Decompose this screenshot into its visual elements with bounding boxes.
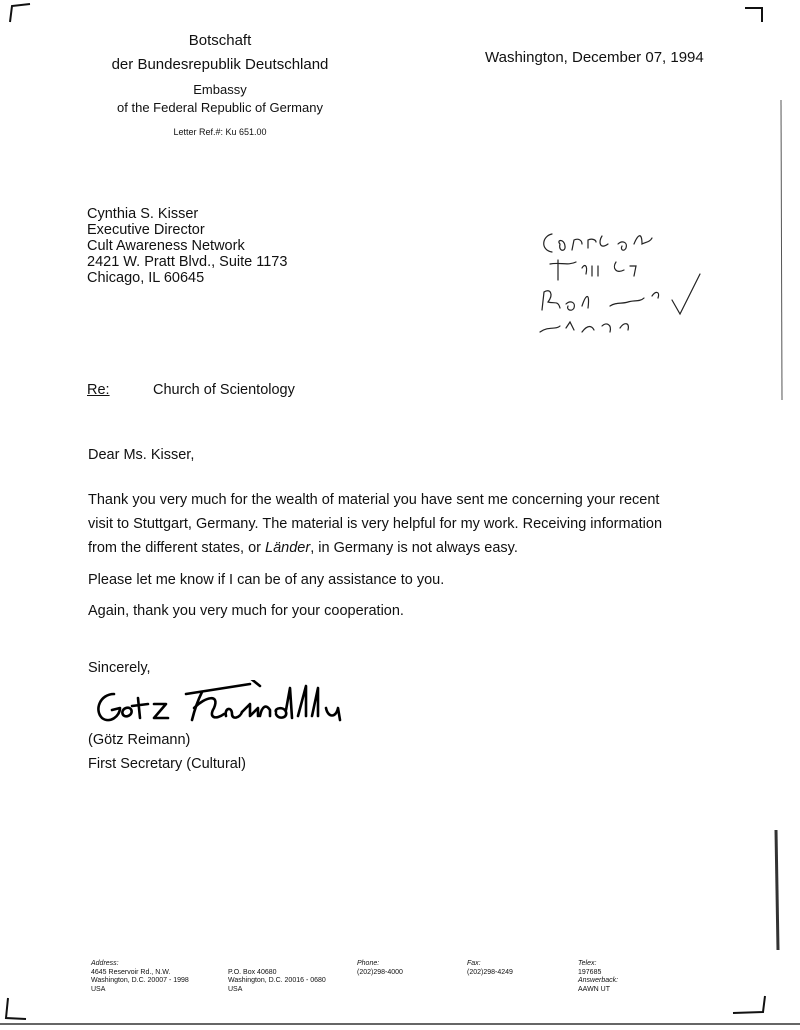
re-subject: Church of Scientology: [153, 382, 295, 398]
re-label-text: Re:: [87, 382, 110, 398]
paragraph-1-text: , in Germany is not always easy.: [310, 540, 518, 556]
footer-address-label: Address:: [91, 960, 119, 967]
footer-phone: [357, 960, 403, 977]
letterhead-line-4: of the Federal Republic of Germany: [117, 100, 323, 115]
recipient-line: Cult Awareness Network: [87, 238, 245, 254]
paragraph-1-line: Thank you very much for the wealth of material you have sent me concerning your recent: [88, 492, 660, 508]
recipient-line: Executive Director: [87, 222, 205, 238]
footer-address-line: Washington, D.C. 20007 - 1998: [91, 977, 189, 984]
footer-pobox-line: Washington, D.C. 20016 - 0680: [228, 977, 326, 984]
signer-title: First Secretary (Cultural): [88, 756, 246, 772]
corner-mark-bottom-left: [6, 998, 26, 1019]
recipient-line: Chicago, IL 60645: [87, 270, 205, 286]
letter-reference: Letter Ref.#: Ku 651.00: [173, 127, 267, 137]
footer-phone-value: (202)298-4000: [357, 968, 403, 976]
letterhead-line-2: der Bundesrepublik Deutschland: [111, 56, 329, 73]
corner-mark-top-left: [10, 4, 30, 22]
paragraph-1-line: visit to Stuttgart, Germany. The material is very helpful for my work. Receiving information: [88, 516, 663, 532]
footer-telex-value: 197685: [578, 968, 602, 976]
footer-telex-label: Telex:: [578, 960, 597, 967]
corner-mark-top-right: [745, 8, 762, 22]
letterhead-line-1: Botschaft: [188, 32, 252, 49]
handwritten-note: [530, 222, 720, 347]
signer-name: (Götz Reimann): [88, 732, 191, 748]
footer-pobox-line: USA: [228, 985, 243, 993]
paragraph-1-line: [88, 536, 662, 560]
recipient-line: Cynthia S. Kisser: [87, 206, 199, 222]
paragraph-3: Again, thank you very much for your cooperation.: [88, 603, 404, 619]
footer-telex: [578, 960, 618, 994]
footer-address-line: 4645 Reservoir Rd., N.W.: [91, 968, 171, 976]
footer-answerback-label: Answerback:: [578, 977, 619, 984]
re-label: [87, 382, 110, 398]
italic-term: Länder: [265, 540, 311, 556]
footer-pobox-line: P.O. Box 40680: [228, 968, 277, 976]
footer-fax-value: (202)298-4249: [467, 968, 513, 976]
letter-date: Washington, December 07, 1994: [485, 49, 704, 66]
paragraph-1-text: from the different states, or: [88, 540, 266, 556]
recipient-line: 2421 W. Pratt Blvd., Suite 1173: [87, 254, 288, 270]
footer-answerback-value: AAWN UT: [578, 985, 611, 993]
closing: Sincerely,: [88, 660, 151, 676]
letterhead-line-3: Embassy: [193, 82, 247, 97]
scan-right-smudge: [776, 830, 778, 950]
footer-fax-label: Fax:: [467, 960, 481, 967]
paragraph-2: Please let me know if I can be of any assistance to you.: [88, 572, 445, 588]
handwritten-signature: [90, 680, 360, 730]
footer-phone-label: Phone:: [357, 960, 380, 967]
salutation: Dear Ms. Kisser,: [88, 447, 195, 463]
footer-pobox: [228, 969, 326, 995]
footer-fax: [467, 960, 513, 977]
corner-mark-bottom-right: [733, 996, 765, 1013]
paragraph-1: [88, 488, 662, 560]
footer-address-line: USA: [91, 985, 106, 993]
footer-address: [91, 960, 189, 994]
recipient-address: [87, 206, 287, 286]
scan-right-edge: [781, 100, 782, 400]
